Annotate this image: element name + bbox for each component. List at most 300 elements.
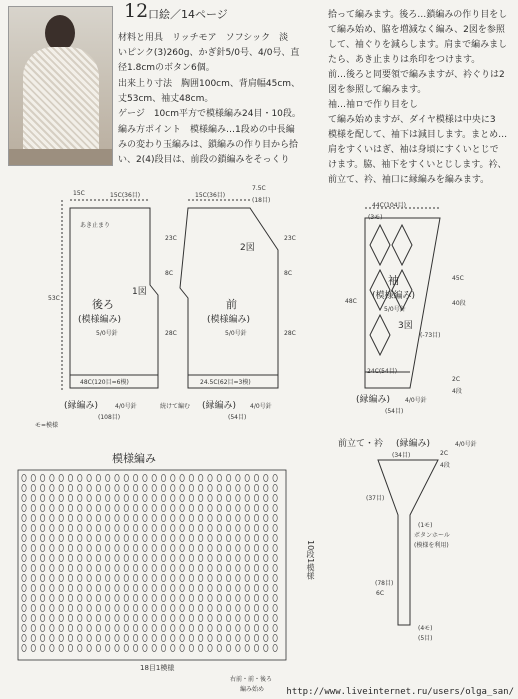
text-line: 編み方ポイント 模様編み…1段めの中長編 [118,125,295,135]
stitch-mark [115,484,119,491]
stitch-mark [106,554,110,561]
stitch-mark [87,504,91,511]
stitch-mark [133,564,137,571]
stitch-mark [50,504,54,511]
stitch-mark [106,584,110,591]
stitch-mark [217,564,221,571]
stitch-mark [208,634,212,641]
stitch-mark [78,584,82,591]
stitch-mark [180,474,184,481]
stitch-bottom: 18目1模様 [140,664,175,672]
stitch-mark [59,544,63,551]
stitch-repeat: 10段1模様 [306,540,315,580]
stitch-mark [199,494,203,501]
stitch-mark [171,614,175,621]
stitch-mark [226,584,230,591]
stitch-mark [199,524,203,531]
stitch-mark [161,634,165,641]
stitch-mark [96,554,100,561]
stitch-mark [133,584,137,591]
stitch-mark [115,594,119,601]
stitch-mark [78,474,82,481]
stitch-mark [245,554,249,561]
stitch-mark [199,544,203,551]
stitch-mark [264,564,268,571]
back-dim: 15C [73,190,85,197]
stitch-mark [199,504,203,511]
stitch-mark [273,554,277,561]
stitch-mark [87,584,91,591]
stitch-mark [254,524,258,531]
stitch-mark [68,554,72,561]
stitch-mark [245,484,249,491]
placket-dim: 4段 [440,462,450,469]
stitch-mark [208,614,212,621]
stitch-mark [40,594,44,601]
stitch-mark [115,634,119,641]
stitch-mark [208,584,212,591]
front-edge: (縁編み) [202,401,237,411]
pattern-number: 12 [124,0,149,22]
stitch-mark [208,544,212,551]
stitch-mark [31,524,35,531]
stitch-mark [143,494,147,501]
stitch-mark [78,594,82,601]
stitch-mark [245,594,249,601]
stitch-mark [273,604,277,611]
stitch-mark [115,624,119,631]
stitch-mark [124,634,128,641]
stitch-mark [31,514,35,521]
stitch-mark [217,644,221,651]
stitch-mark [68,624,72,631]
stitch-mark [236,584,240,591]
stitch-mark [171,534,175,541]
stitch-mark [143,524,147,531]
stitch-mark [40,604,44,611]
stitch-mark [245,574,249,581]
stitch-mark [50,474,54,481]
stitch-mark [180,564,184,571]
stitch-mark [236,474,240,481]
stitch-mark [152,544,156,551]
stitch-mark [59,564,63,571]
stitch-mark [22,524,26,531]
stitch-mark [96,564,100,571]
stitch-mark [133,524,137,531]
stitch-mark [264,534,268,541]
stitch-mark [273,574,277,581]
text-line: たら、あき止まりは糸印をつけます。 [328,55,481,65]
stitch-mark [199,564,203,571]
stitch-mark [199,514,203,521]
stitch-mark [50,594,54,601]
stitch-mark [208,524,212,531]
stitch-mark [106,524,110,531]
back-needle: 5/0号針 [96,330,118,337]
stitch-mark [106,644,110,651]
stitch-mark [208,494,212,501]
stitch-mark [152,624,156,631]
stitch-mark [50,554,54,561]
stitch-mark [31,594,35,601]
stitch-mark [40,544,44,551]
stitch-mark [217,584,221,591]
stitch-mark [115,524,119,531]
stitch-mark [40,524,44,531]
stitch-mark [133,644,137,651]
sleeve-dim: (54目) [385,408,404,415]
stitch-mark [236,604,240,611]
stitch-mark [264,644,268,651]
text-line: 出来上り寸法 胸囲100cm、背肩幅45cm、 [118,79,301,89]
stitch-mark [226,594,230,601]
stitch-mark [22,624,26,631]
text-line: 拾って編みます。後ろ…鎖編みの作り目をし [328,10,508,20]
stitch-mark [106,624,110,631]
stitch-mark [189,504,193,511]
stitch-mark [226,514,230,521]
stitch-mark [180,504,184,511]
text-line: 前立て、衿、袖口に縁編みを編みます。 [328,175,490,185]
stitch-mark [50,564,54,571]
stitch-mark [161,564,165,571]
stitch-mark [254,584,258,591]
stitch-mark [161,614,165,621]
stitch-mark [254,484,258,491]
stitch-mark [31,534,35,541]
stitch-mark [50,544,54,551]
stitch-mark [106,564,110,571]
stitch-mark [171,554,175,561]
stitch-mark [143,564,147,571]
stitch-mark [189,644,193,651]
stitch-mark [273,534,277,541]
stitch-mark [161,514,165,521]
stitch-mark [226,564,230,571]
stitch-mark [68,614,72,621]
stitch-mark [96,634,100,641]
stitch-mark [115,504,119,511]
stitch-mark [22,634,26,641]
front-dim: 28C [284,330,296,337]
stitch-mark [143,504,147,511]
stitch-mark [226,644,230,651]
stitch-mark [143,534,147,541]
stitch-mark [40,644,44,651]
stitch-mark [87,574,91,581]
stitch-mark [22,604,26,611]
stitch-mark [31,574,35,581]
stitch-mark [245,644,249,651]
stitch-mark [171,504,175,511]
stitch-mark [208,594,212,601]
stitch-mark [180,524,184,531]
stitch-mark [106,614,110,621]
stitch-mark [115,584,119,591]
stitch-mark [59,584,63,591]
stitch-mark [96,524,100,531]
stitch-mark [31,624,35,631]
stitch-mark [115,574,119,581]
stitch-mark [143,614,147,621]
stitch-mark [226,524,230,531]
stitch-mark [161,524,165,531]
stitch-mark [31,634,35,641]
stitch-mark [59,474,63,481]
stitch-mark [217,624,221,631]
stitch-mark [124,524,128,531]
back-dim: 8C [165,270,174,277]
back-dim: モ=模様 [35,422,59,429]
stitch-mark [226,494,230,501]
stitch-mark [40,494,44,501]
stitch-caption2: 編み始め [240,686,265,693]
stitch-mark [161,624,165,631]
stitch-mark [152,584,156,591]
stitch-mark [217,634,221,641]
stitch-mark [171,604,175,611]
stitch-mark [226,624,230,631]
stitch-mark [264,554,268,561]
stitch-mark [78,634,82,641]
stitch-mark [236,574,240,581]
stitch-mark [264,574,268,581]
stitch-mark [115,514,119,521]
text-line: 模様を配して、袖下は減目します。まとめ… [328,130,508,140]
stitch-mark [31,584,35,591]
stitch-mark [208,574,212,581]
placket-dim: 2C [440,450,449,457]
stitch-mark [217,604,221,611]
stitch-mark [152,514,156,521]
stitch-mark [236,504,240,511]
stitch-mark [208,554,212,561]
stitch-mark [96,494,100,501]
stitch-mark [208,504,212,511]
stitch-mark [40,484,44,491]
stitch-mark [106,484,110,491]
stitch-mark [31,644,35,651]
stitch-mark [59,634,63,641]
sleeve-sub: (模様編み) [372,291,416,301]
back-dim: 15C(36目) [110,192,141,199]
stitch-mark [133,474,137,481]
stitch-mark [87,544,91,551]
stitch-mark [50,534,54,541]
stitch-mark [68,544,72,551]
stitch-mark [143,544,147,551]
stitch-mark [22,644,26,651]
stitch-mark [40,564,44,571]
placket-dim: (4モ) [418,625,433,632]
stitch-mark [171,644,175,651]
stitch-mark [31,604,35,611]
back-dim: 4/0号針 [115,403,137,410]
stitch-mark [273,594,277,601]
stitch-mark [254,644,258,651]
sleeve-diamond [370,315,390,355]
stitch-mark [208,564,212,571]
stitch-mark [96,484,100,491]
stitch-mark [217,514,221,521]
stitch-mark [87,594,91,601]
stitch-mark [59,534,63,541]
stitch-mark [87,524,91,531]
stitch-mark [245,544,249,551]
stitch-mark [217,524,221,531]
stitch-mark [59,604,63,611]
stitch-mark [78,604,82,611]
stitch-mark [133,624,137,631]
stitch-mark [273,474,277,481]
stitch-mark [161,504,165,511]
stitch-mark [50,514,54,521]
stitch-mark [124,574,128,581]
stitch-mark [87,534,91,541]
stitch-mark [96,584,100,591]
stitch-mark [226,614,230,621]
stitch-mark [50,644,54,651]
sleeve-dim: 24C(54目) [367,368,398,375]
stitch-mark [180,644,184,651]
stitch-mark [236,514,240,521]
sleeve-dim: (3モ) [368,214,383,221]
sleeve-dim: 48C [345,298,357,305]
stitch-mark [226,544,230,551]
stitch-mark [236,524,240,531]
stitch-mark [264,494,268,501]
stitch-mark [161,574,165,581]
stitch-mark [171,524,175,531]
stitch-mark [68,634,72,641]
stitch-mark [143,554,147,561]
stitch-mark [189,584,193,591]
placket-dim: ボタンホール [414,532,450,539]
stitch-mark [254,544,258,551]
stitch-mark [264,524,268,531]
stitch-mark [59,504,63,511]
stitch-mark [152,574,156,581]
stitch-mark [87,484,91,491]
stitch-mark [199,484,203,491]
stitch-mark [133,484,137,491]
placket-dim: (78目) [375,580,394,587]
stitch-mark [152,634,156,641]
stitch-mark [133,634,137,641]
stitch-mark [226,634,230,641]
stitch-mark [31,564,35,571]
stitch-mark [133,544,137,551]
stitch-mark [245,504,249,511]
stitch-mark [68,494,72,501]
stitch-mark [22,574,26,581]
text-line: いピンク(3)260g、かぎ針5/0号、4/0号、直 [118,48,300,58]
stitch-mark [152,644,156,651]
stitch-mark [124,554,128,561]
stitch-mark [180,584,184,591]
stitch-mark [22,554,26,561]
stitch-mark [78,504,82,511]
stitch-mark [87,604,91,611]
stitch-mark [40,554,44,561]
stitch-mark [226,604,230,611]
stitch-mark [199,534,203,541]
stitch-mark [254,514,258,521]
stitch-mark [22,514,26,521]
stitch-mark [50,584,54,591]
stitch-mark [226,574,230,581]
stitch-mark [68,604,72,611]
stitch-mark [254,554,258,561]
stitch-mark [68,484,72,491]
text-line: 図を参照して編みます。 [328,85,427,95]
stitch-mark [236,554,240,561]
stitch-mark [152,614,156,621]
stitch-mark [245,634,249,641]
stitch-mark [264,474,268,481]
back-dim: 23C [165,235,177,242]
back-dim: 53C [48,295,60,302]
back-fig: 1図 [132,287,147,297]
stitch-mark [50,614,54,621]
stitch-mark [143,474,147,481]
stitch-mark [208,604,212,611]
stitch-mark [273,544,277,551]
back-sub: (模様編み) [78,315,122,325]
stitch-mark [143,624,147,631]
front-dim: (54目) [228,414,247,421]
stitch-mark [133,604,137,611]
stitch-mark [106,514,110,521]
stitch-mark [161,474,165,481]
stitch-mark [199,604,203,611]
stitch-mark [152,604,156,611]
stitch-mark [236,594,240,601]
stitch-mark [180,544,184,551]
stitch-mark [152,594,156,601]
stitch-mark [115,474,119,481]
stitch-mark [273,584,277,591]
stitch-mark [189,604,193,611]
stitch-mark [40,474,44,481]
stitch-mark [171,494,175,501]
stitch-mark [171,474,175,481]
stitch-mark [189,594,193,601]
stitch-mark [124,504,128,511]
stitch-mark [171,544,175,551]
front-title: 前 [226,298,237,311]
stitch-mark [68,644,72,651]
text-line: ゲージ 10cm平方で模様編み24目・10段。 [118,109,301,119]
stitch-mark [152,534,156,541]
stitch-mark [236,624,240,631]
stitch-mark [78,544,82,551]
stitch-mark [189,574,193,581]
stitch-mark [124,564,128,571]
stitch-mark [40,584,44,591]
stitch-mark [161,604,165,611]
stitch-mark [106,594,110,601]
stitch-mark [115,494,119,501]
stitch-mark [245,524,249,531]
stitch-mark [217,554,221,561]
stitch-mark [78,514,82,521]
stitch-mark [96,474,100,481]
stitch-mark [254,604,258,611]
stitch-mark [143,584,147,591]
placket-dim: (5目) [418,635,433,642]
